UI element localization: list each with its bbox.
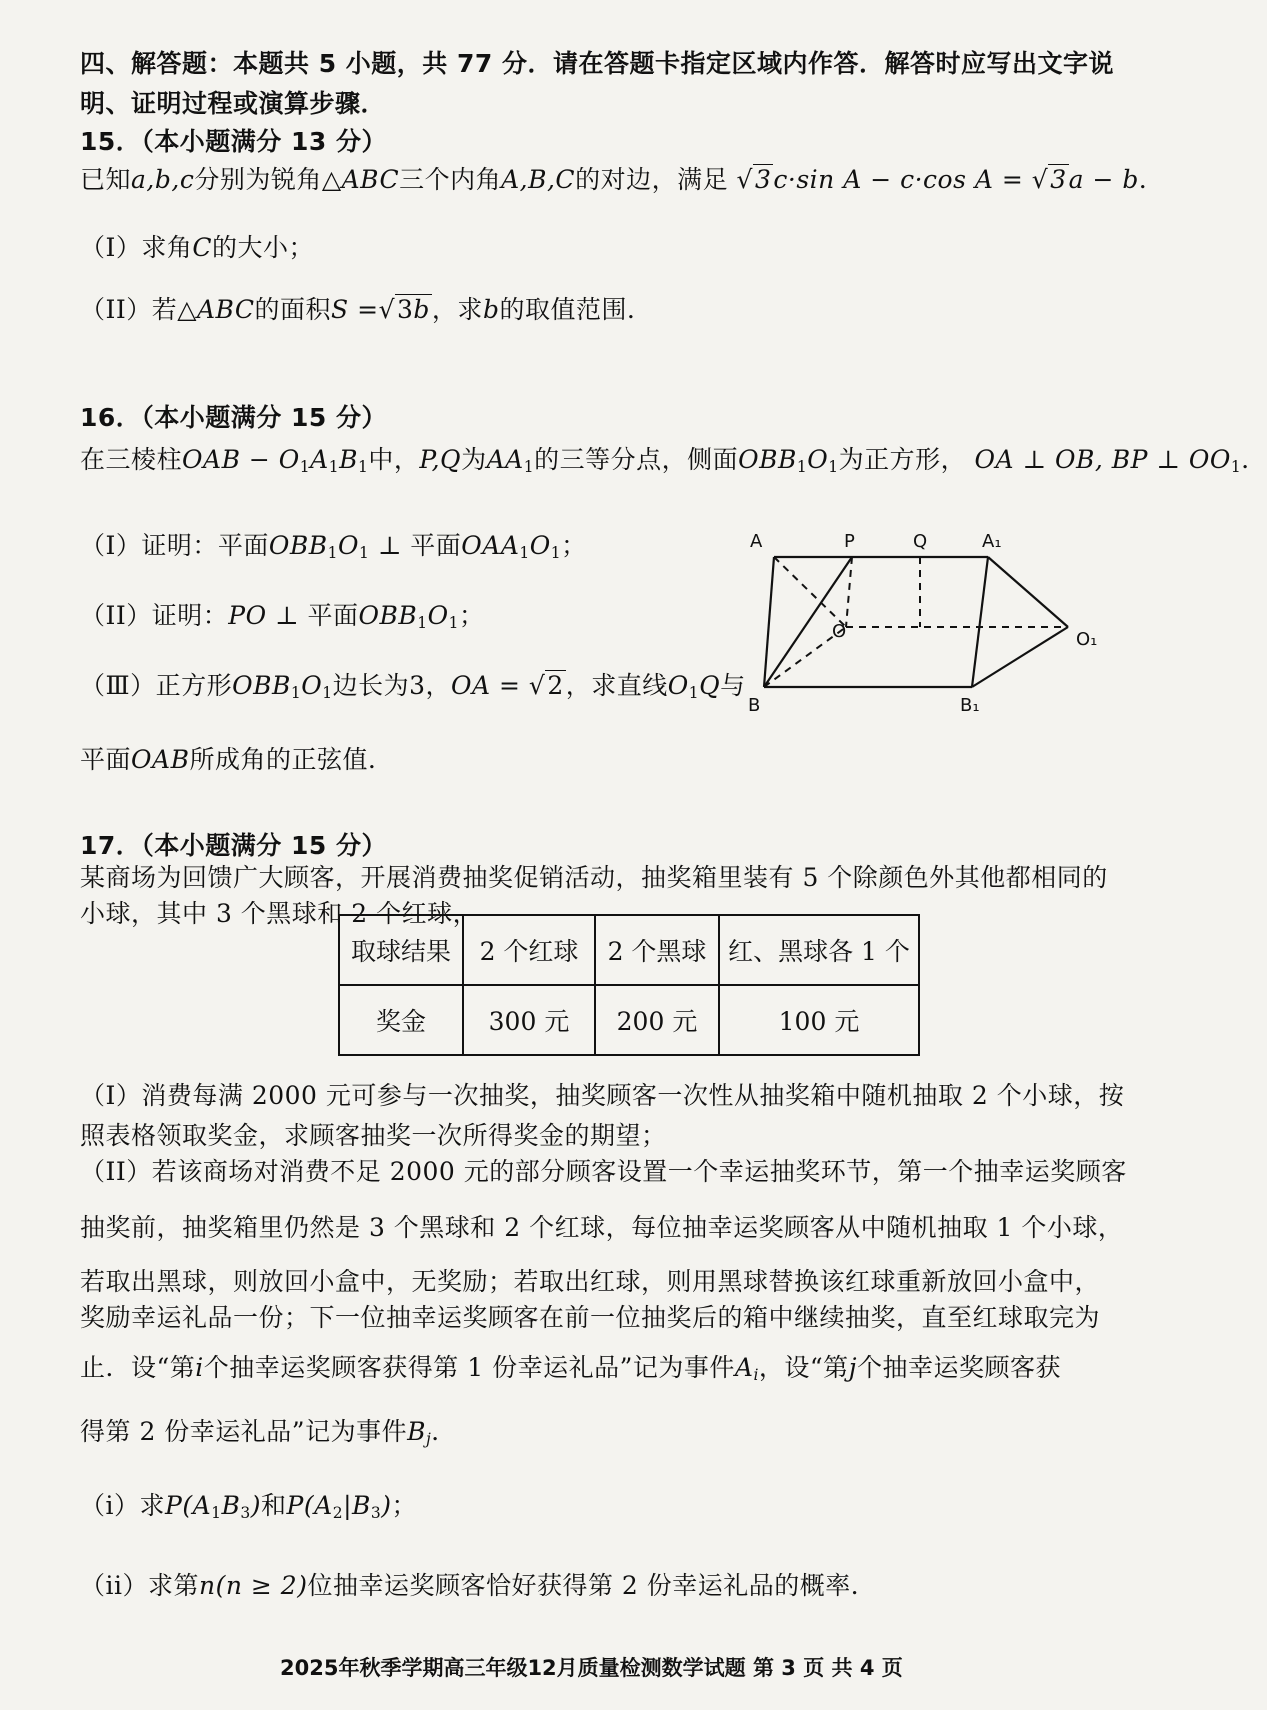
table-cell: 100 元 [719, 985, 919, 1055]
prize-table [338, 914, 920, 1056]
q16-part1: （I）证明：平面$OBB_1O_1$ ⊥ 平面$OAA_1O_1$； [80, 531, 587, 562]
edge-a1-b1 [972, 557, 988, 687]
label-b: B [748, 695, 761, 716]
q17-part2-line3: 若取出黑球，则放回小盒中，无奖励；若取出红球，则用黑球替换该红球重新放回小盒中， [80, 1267, 1101, 1296]
edge-b1-o1 [972, 627, 1068, 687]
q16-part2: （II）证明：PO ⊥ 平面$OBB_1O_1$； [80, 601, 485, 632]
table-cell: 300 元 [463, 985, 595, 1055]
edge-a-b [764, 557, 774, 687]
q17-part1-line1: （I）消费每满 2000 元可参与一次抽奖，抽奖顾客一次性从抽奖箱中随机抽取 2 个小球，按 [80, 1081, 1125, 1110]
q17-part2-line6: 得第 2 份幸运礼品”记为事件$B_j$． [80, 1417, 457, 1448]
q15-part1: （I）求角C的大小； [80, 233, 315, 262]
table-cell: 2 个黑球 [595, 915, 719, 985]
table-row [339, 985, 919, 1055]
q17-part2-line5: 止．设“第i个抽幸运奖顾客获得第 1 份幸运礼品”记为事件$A_i$，设“第j个抽幸运奖顾客获 [80, 1353, 1061, 1384]
table-cell: 2 个红球 [463, 915, 595, 985]
edge-p-o [846, 557, 852, 627]
q17-intro2: 小球，其中 3 个黑球和 2 个红球， [80, 899, 479, 928]
q17-part2-line2: 抽奖前，抽奖箱里仍然是 3 个黑球和 2 个红球，每位抽幸运奖顾客从中随机抽取 1 个小球， [80, 1213, 1124, 1242]
q15-title: 15．（本小题满分 13 分） [80, 127, 387, 156]
table-row [339, 915, 919, 985]
table-cell: 取球结果 [339, 915, 463, 985]
q16-part3: （Ⅲ）正方形$OBB_1O_1$边长为3，OA = √2，求直线$O_1Q$与 [80, 671, 746, 702]
label-q: Q [913, 531, 928, 552]
q16-stem: 在三棱柱OAB − $O_1A_1B_1$中，P,Q为$AA_1$的三等分点，侧面$OBB_1O_1$为正方形， OA ⊥ OB, BP ⊥ $OO_1$． [80, 445, 1267, 476]
q16-title: 16．（本小题满分 15 分） [80, 403, 387, 432]
label-p: P [844, 531, 855, 552]
label-o1: O₁ [1076, 629, 1098, 650]
label-a: A [750, 531, 763, 552]
q17-part2-line1: （II）若该商场对消费不足 2000 元的部分顾客设置一个幸运抽奖环节，第一个抽幸运奖顾客 [80, 1157, 1127, 1186]
q16-part3-cont: 平面OAB所成角的正弦值． [80, 745, 394, 774]
section-header-line1: 四、解答题：本题共 5 小题，共 77 分．请在答题卡指定区域内作答．解答时应写出文字说 [80, 49, 1115, 78]
q17-sub2: （ii）求第n(n ≥ 2)位抽幸运奖顾客恰好获得第 2 份幸运礼品的概率． [80, 1571, 877, 1600]
table-cell: 奖金 [339, 985, 463, 1055]
q17-part2-line4: 奖励幸运礼品一份；下一位抽幸运奖顾客在前一位抽奖后的箱中继续抽奖，直至红球取完为 [80, 1303, 1101, 1332]
label-b1: B₁ [960, 695, 980, 716]
q17-intro1: 某商场为回馈广大顾客，开展消费抽奖促销活动，抽奖箱里装有 5 个除颜色外其他都相同的 [80, 863, 1108, 892]
q15-part2: （II）若△ABC的面积S =√3b，求b的取值范围． [80, 295, 653, 324]
label-a1: A₁ [982, 531, 1002, 552]
q17-part1-line2: 照表格领取奖金，求顾客抽奖一次所得奖金的期望； [80, 1121, 667, 1150]
q17-title: 17．（本小题满分 15 分） [80, 831, 387, 860]
section-header-line2: 明、证明过程或演算步骤． [80, 89, 387, 118]
prism-figure [750, 525, 1110, 715]
edge-a1-o1 [988, 557, 1068, 627]
table-cell: 红、黑球各 1 个 [719, 915, 919, 985]
table-cell: 200 元 [595, 985, 719, 1055]
page-footer: 2025年秋季学期高三年级12月质量检测数学试题 第 3 页 共 4 页 [280, 1656, 903, 1680]
edge-a-o [774, 557, 846, 627]
label-o: O [832, 621, 847, 642]
q15-stem: 已知a,b,c分别为锐角△ABC三个内角A,B,C的对边，满足 √3c·sin A − c·cos A = √3a − b． [80, 165, 1165, 194]
q17-sub1: （i）求$P(A_1B_3)$和$P(A_2|B_3)$； [80, 1491, 418, 1522]
